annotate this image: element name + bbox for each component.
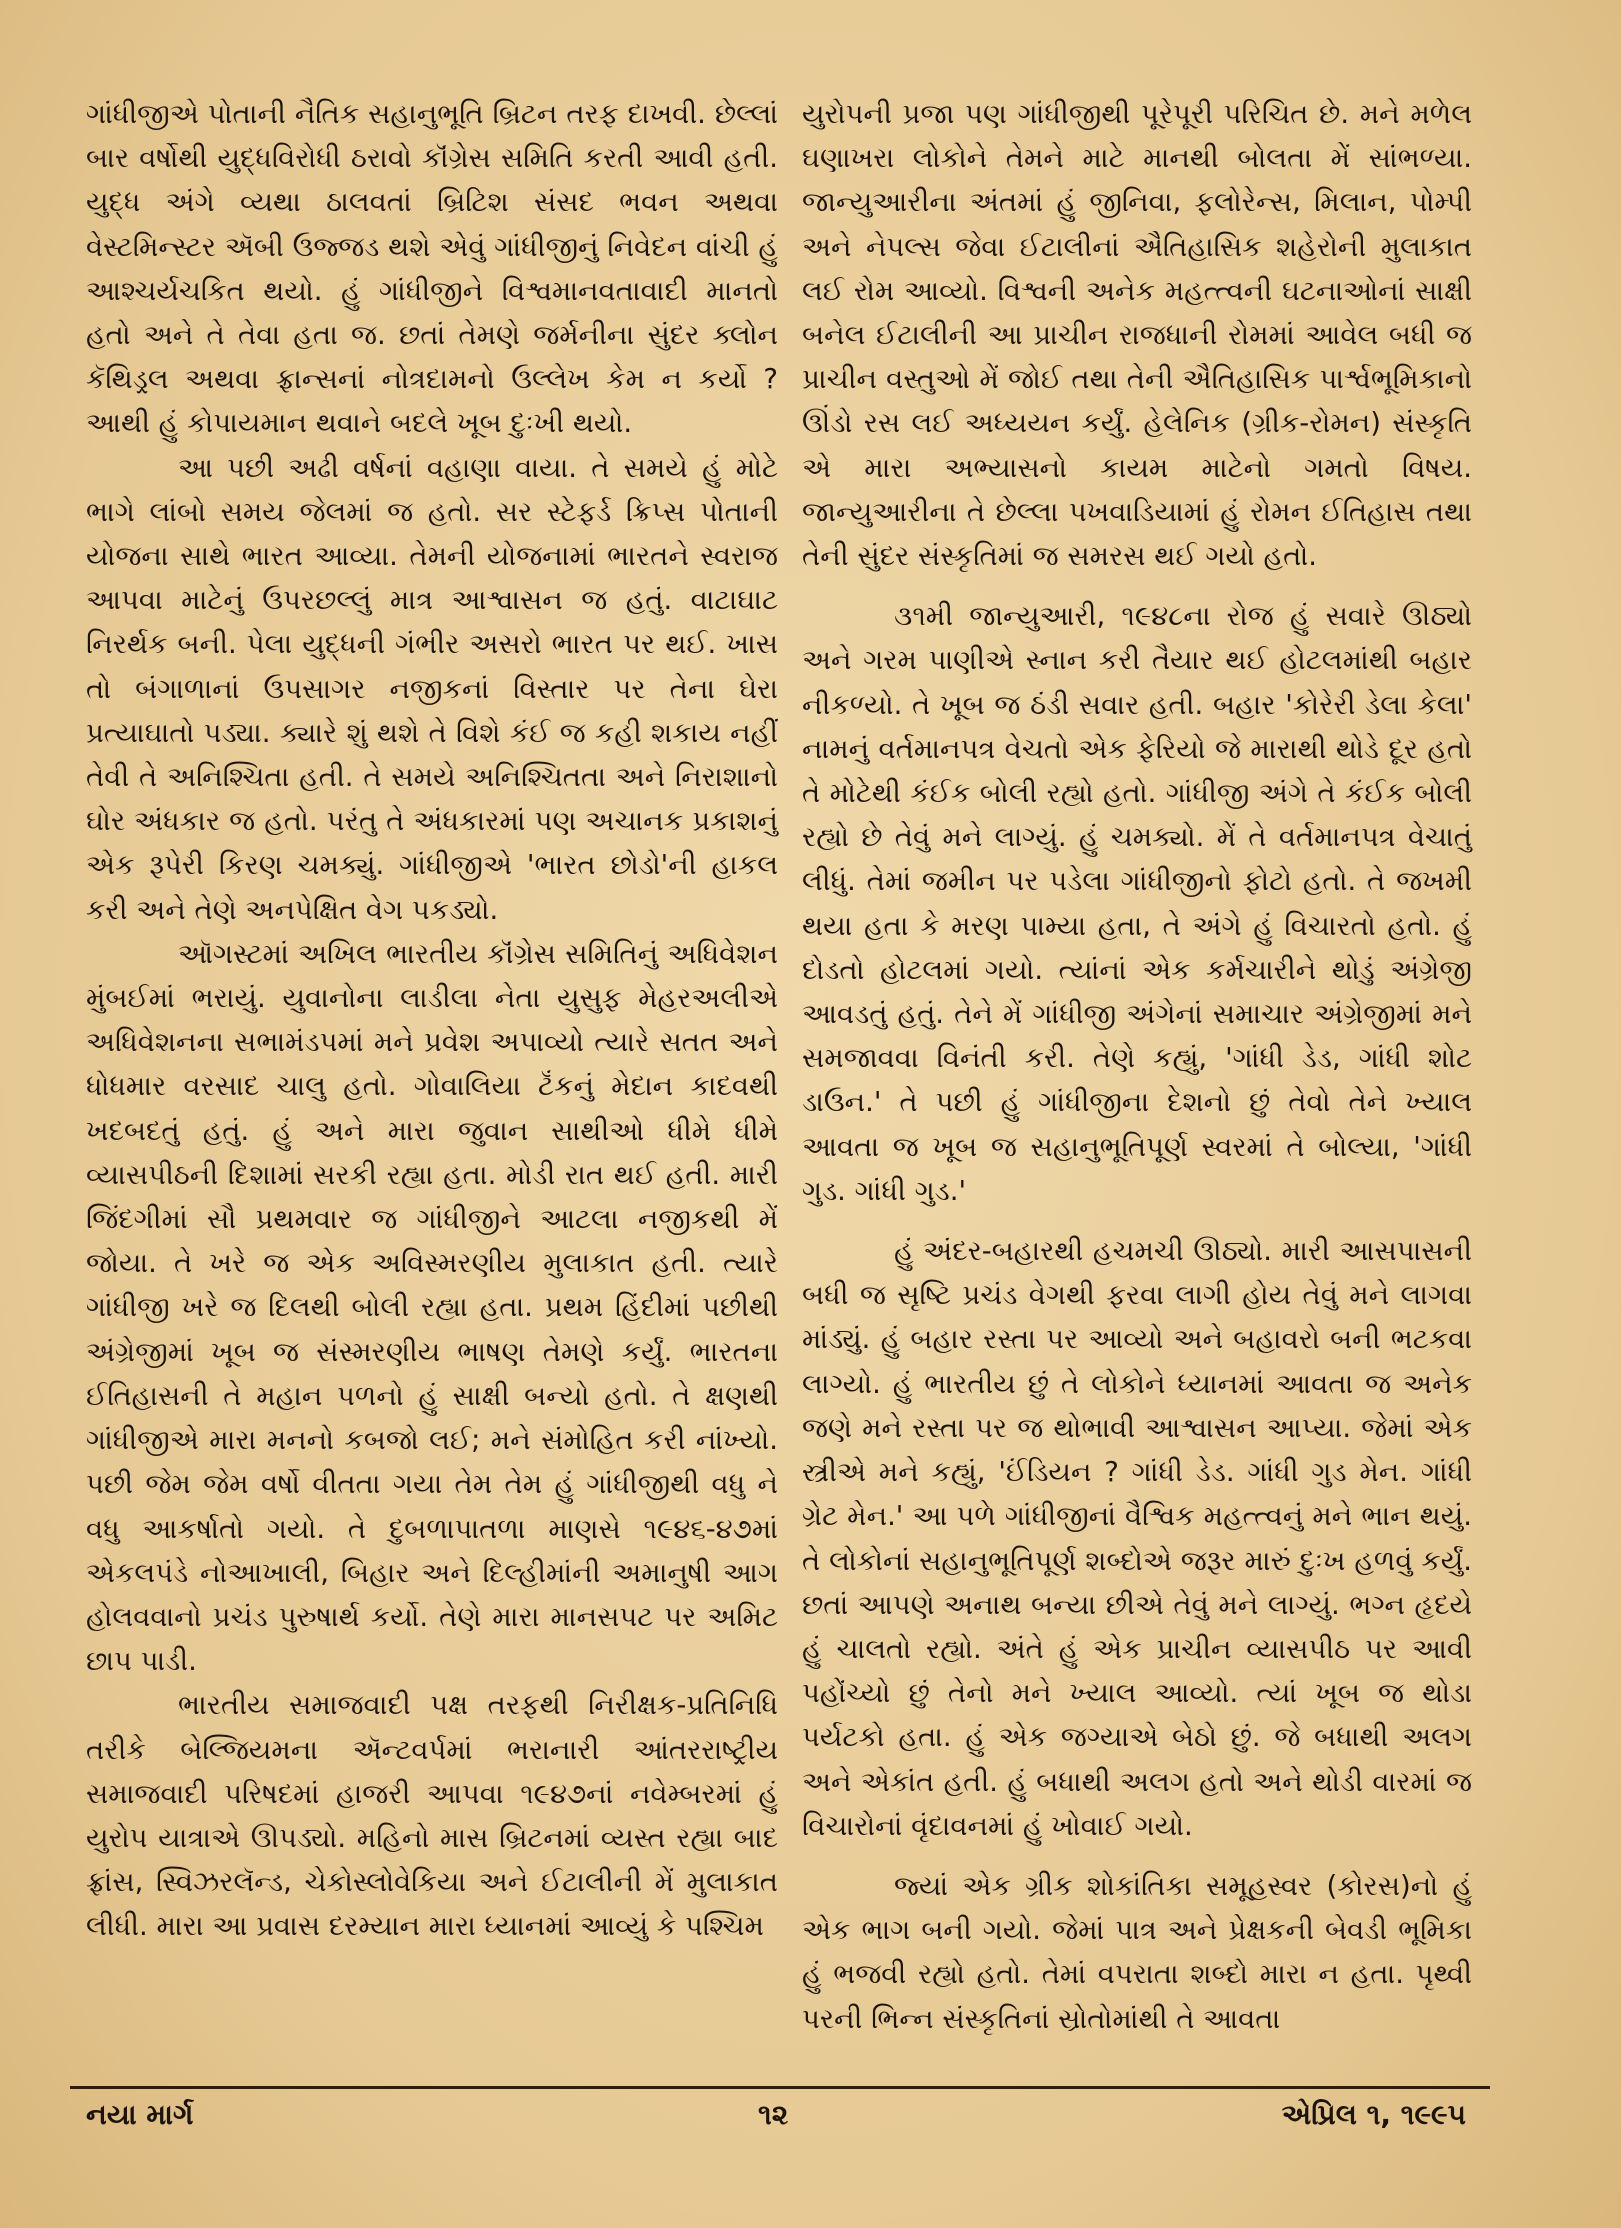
paragraph: આ પછી અઢી વર્ષનાં વહાણા વાયા. તે સમયે હું મોટે ભાગે લાંબો સમય જેલમાં જ હતો. સર સ્ટેફર્ડ ક્રિપ્સ પોતાની યોજના સાથે ભારત આવ્યા. તેમની યોજનામાં ભારતને સ્વરાજ આપવા માટેનું ઉપરછલ્લું માત્ર આશ્વાસન જ હતું. વાટાઘાટ નિરર્થક બની. પેલા યુદ્ધની ગંભીર અસરો ભારત પર થઈ. ખાસ તો બંગાળાનાં ઉપસાગર નજીકનાં વિસ્તાર પર તેના ઘેરા પ્રત્યાઘાતો પડ્યા. ક્યારે શું થશે તે વિશે કંઈ જ કહી શકાય નહીં તેવી તે અનિશ્ચિતા હતી. તે સમયે અનિશ્ચિતતા અને નિરાશાનો ઘોર અંધકાર જ હતો. પરંતુ તે અંધકારમાં પણ અચાનક પ્રકાશનું એક રૂપેરી કિરણ ચમક્યું. ગાંધીજીએ 'ભારત છોડો'ની હાકલ કરી અને તેણે અનપેક્ષિત વેગ પકડ્યો. xyxy=(86,451,778,926)
page-number: ૧૨ xyxy=(758,2098,789,2131)
paragraph: હું અંદર-બહારથી હચમચી ઊઠ્યો. મારી આસપાસની બધી જ સૃષ્ટિ પ્રચંડ વેગથી ફરવા લાગી હોય તેવું મને લાગવા માંડ્યું. હું બહાર રસ્તા પર આવ્યો અને બહાવરો બની ભટકવા લાગ્યો. હું ભારતીય છું તે લોકોને ધ્યાનમાં આવતા જ અનેક જણે મને રસ્તા પર જ થોભાવી આશ્વાસન આપ્યા. જેમાં એક સ્ત્રીએ મને કહ્યું, 'ઈંડિયન ? ગાંધી ડેડ. ગાંધી ગુડ મેન. ગાંધી ગ્રેટ મેન.' આ પળે ગાંધીજીનાં વૈશ્વિક મહત્ત્વનું મને ભાન થયું. તે લોકોનાં સહાનુભૂતિપૂર્ણ શબ્દોએ જરૂર મારું દુઃખ હળવું કર્યું. છતાં આપણે અનાથ બન્યા છીએ તેવું મને લાગ્યું. ભગ્ન હૃદયે હું ચાલતો રહ્યો. અંતે હું એક પ્રાચીન વ્યાસપીઠ પર આવી પહોંચ્યો છું તેનો મને ખ્યાલ આવ્યો. ત્યાં ખૂબ જ થોડા પર્યટકો હતા. હું એક જગ્યાએ બેઠો છું. જે બધાથી અલગ અને એકાંત હતી. હું બધાથી અલગ હતો અને થોડી વારમાં જ વિચારોનાં વૃંદાવનમાં હું ખોવાઈ ગયો. xyxy=(802,1235,1472,1842)
right-column xyxy=(802,92,1472,2041)
paragraph: જ્યાં એક ગ્રીક શોકાંતિકા સમૂહસ્વર (કોરસ)નો હું એક ભાગ બની ગયો. જેમાં પાત્ર અને પ્રેક્ષકની બેવડી ભૂમિકા હું ભજવી રહ્યો હતો. તેમાં વપરાતા શબ્દો મારા ન હતા. પૃથ્વી પરની ભિન્ન સંસ્કૃતિનાં સ્રોતોમાંથી તે આવતા xyxy=(802,1869,1472,2035)
paragraph: ઑગસ્ટમાં અખિલ ભારતીય કૉંગ્રેસ સમિતિનું અધિવેશન મુંબઈમાં ભરાયું. યુવાનોના લાડીલા નેતા યુસુફ મેહરઅલીએ અધિવેશનના સભામંડપમાં મને પ્રવેશ અપાવ્યો ત્યારે સતત અને ધોધમાર વરસાદ ચાલુ હતો. ગોવાલિયા ટૅંકનું મેદાન કાદવથી ખદબદતું હતું. હું અને મારા જુવાન સાથીઓ ધીમે ધીમે વ્યાસપીઠની દિશામાં સરકી રહ્યા હતા. મોડી રાત થઈ હતી. મારી જિંદગીમાં સૌ પ્રથમવાર જ ગાંધીજીને આટલા નજીકથી મેં જોયા. તે ખરે જ એક અવિસ્મરણીય મુલાકાત હતી. ત્યારે ગાંધીજી ખરે જ દિલથી બોલી રહ્યા હતા. પ્રથમ હિંદીમાં પછીથી અંગ્રેજીમાં ખૂબ જ સંસ્મરણીય ભાષણ તેમણે કર્યું. ભારતના ઈતિહાસની તે મહાન પળનો હું સાક્ષી બન્યો હતો. તે ક્ષણથી ગાંધીજીએ મારા મનનો કબજો લઈ; મને સંમોહિત કરી નાંખ્યો. પછી જેમ જેમ વર્ષો વીતતા ગયા તેમ તેમ હું ગાંધીજીથી વધુ ને વધુ આકર્ષાતો ગયો. તે દુબળાપાતળા માણસે ૧૯૪૬-૪૭માં એકલપંડે નોઆખાલી, બિહાર અને દિલ્હીમાંની અમાનુષી આગ હોલવવાનો પ્રચંડ પુરુષાર્થ કર્યો. તેણે મારા માનસપટ પર અમિટ છાપ પાડી. xyxy=(86,937,778,1678)
left-column xyxy=(86,92,778,1949)
footer-divider xyxy=(70,2086,1490,2089)
paragraph: ગાંધીજીએ પોતાની નૈતિક સહાનુભૂતિ બ્રિટન તરફ દાખવી. છેલ્લાં બાર વર્ષોથી યુદ્ધવિરોધી ઠરાવો કૉંગ્રેસ સમિતિ કરતી આવી હતી. યુદ્ધ અંગે વ્યથા ઠાલવતાં બ્રિટિશ સંસદ ભવન અથવા વેસ્ટમિન્સ્ટર ઍબી ઉજ્જડ થશે એવું ગાંધીજીનું નિવેદન વાંચી હું આશ્ચર્યચકિત થયો. હું ગાંધીજીને વિશ્વમાનવતાવાદી માનતો હતો અને તે તેવા હતા જ. છતાં તેમણે જર્મનીના સુંદર ક્લોન કૅથિડ્રલ અથવા ફ્રાન્સનાં નોત્રદામનો ઉલ્લેખ કેમ ન કર્યો ? આથી હું કોપાયમાન થવાને બદલે ખૂબ દુઃખી થયો. xyxy=(86,98,778,440)
paragraph: યુરોપની પ્રજા પણ ગાંધીજીથી પૂરેપૂરી પરિચિત છે. મને મળેલ ઘણાખરા લોકોને તેમને માટે માનથી બોલતા મેં સાંભળ્યા. જાન્યુઆરીના અંતમાં હું જીનિવા, ફલોરેન્સ, મિલાન, પોમ્પી અને નેપલ્સ જેવા ઈટાલીનાં ઐતિહાસિક શહેરોની મુલાકાત લઈ રોમ આવ્યો. વિશ્વની અનેક મહત્ત્વની ઘટનાઓનાં સાક્ષી બનેલ ઈટાલીની આ પ્રાચીન રાજધાની રોમમાં આવેલ બધી જ પ્રાચીન વસ્તુઓ મેં જોઈ તથા તેની ઐતિહાસિક પાર્શ્વભૂમિકાનો ઊંડો રસ લઈ અધ્યયન કર્યું. હેલેનિક (ગ્રીક-રોમન) સંસ્કૃતિ એ મારા અભ્યાસનો કાયમ માટેનો ગમતો વિષય. જાન્યુઆરીના તે છેલ્લા પખવાડિયામાં હું રોમન ઈતિહાસ તથા તેની સુંદર સંસ્કૃતિમાં જ સમરસ થઈ ગયો હતો. xyxy=(802,98,1472,573)
paragraph: ભારતીય સમાજવાદી પક્ષ તરફથી નિરીક્ષક-પ્રતિનિધિ તરીકે બેલ્જિયમના ઍન્ટવર્પમાં ભરાનારી આંતરરાષ્ટ્રીય સમાજવાદી પરિષદમાં હાજરી આપવા ૧૯૪૭નાં નવેમ્બરમાં હું યુરોપ યાત્રાએ ઊપડ્યો. મહિનો માસ બ્રિટનમાં વ્યસ્ત રહ્યા બાદ ફ્રાંસ, સ્વિઝરલૅન્ડ, ચેકોસ્લોવેકિયા અને ઈટાલીની મેં મુલાકાત લીધી. મારા આ પ્રવાસ દરમ્યાન મારા ધ્યાનમાં આવ્યું કે પશ્ચિમ xyxy=(86,1689,778,1943)
publication-name: નયા માર્ગ xyxy=(86,2098,194,2131)
issue-date: એપ્રિલ ૧, ૧૯૯૫ xyxy=(1281,2098,1466,2131)
paragraph: ૩૧મી જાન્યુઆરી, ૧૯૪૮ના રોજ હું સવારે ઊઠ્યો અને ગરમ પાણીએ સ્નાન કરી તૈયાર થઈ હોટલમાંથી બહાર નીકળ્યો. તે ખૂબ જ ઠંડી સવાર હતી. બહાર 'કોરેરી ડેલા કેલા' નામનું વર્તમાનપત્ર વેચતો એક ફેરિયો જે મારાથી થોડે દૂર હતો તે મોટેથી કંઈક બોલી રહ્યો હતો. ગાંધીજી અંગે તે કંઈક બોલી રહ્યો છે તેવું મને લાગ્યું. હું ચમક્યો. મેં તે વર્તમાનપત્ર વેચાતું લીધું. તેમાં જમીન પર પડેલા ગાંધીજીનો ફોટો હતો. તે જખમી થયા હતા કે મરણ પામ્યા હતા, તે અંગે હું વિચારતો હતો. હું દોડતો હોટલમાં ગયો. ત્યાંનાં એક કર્મચારીને થોડું અંગ્રેજી આવડતું હતું. તેને મેં ગાંધીજી અંગેનાં સમાચાર અંગ્રેજીમાં મને સમજાવવા વિનંતી કરી. તેણે કહ્યું, 'ગાંધી ડેડ, ગાંધી શોટ ડાઉન.' તે પછી હું ગાંધીજીના દેશનો છું તેવો તેને ખ્યાલ આવતા જ ખૂબ જ સહાનુભૂતિપૂર્ણ સ્વરમાં તે બોલ્યા, 'ગાંધી ગુડ. ગાંધી ગુડ.' xyxy=(802,600,1472,1207)
